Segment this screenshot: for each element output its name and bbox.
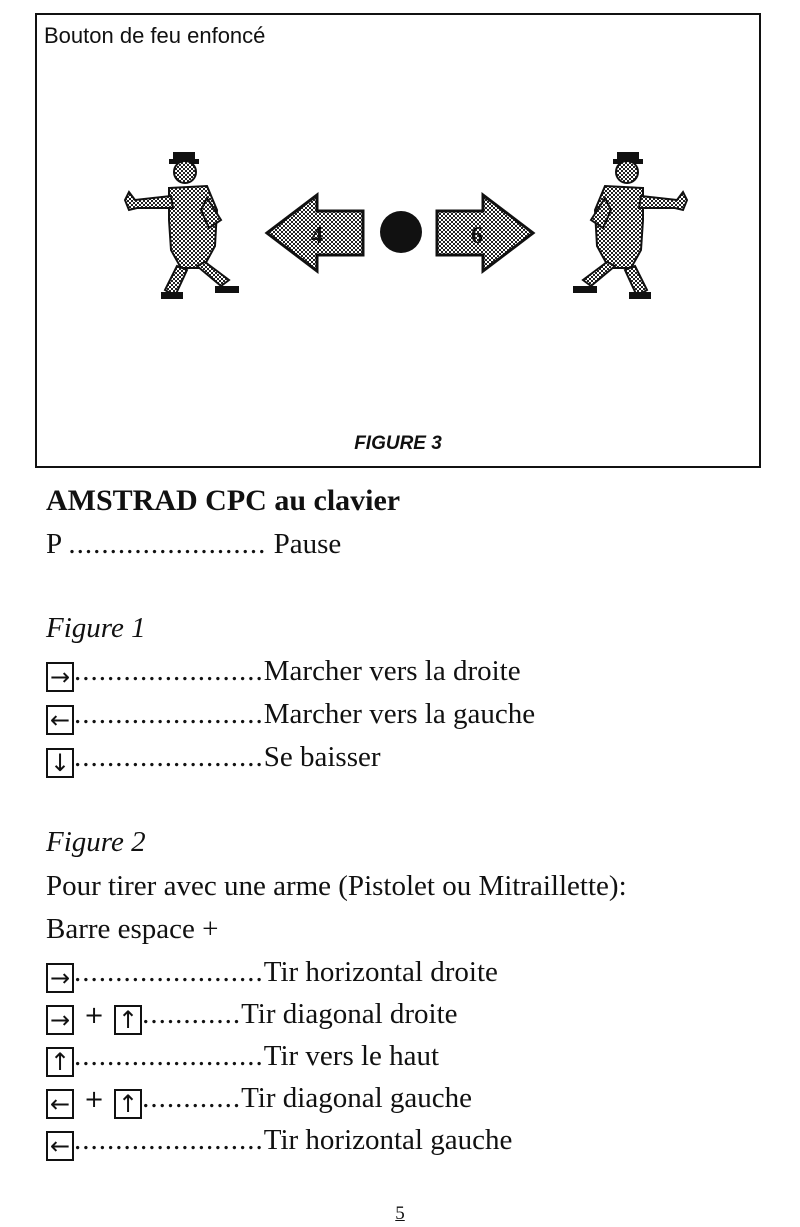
row-dots: ....................... <box>74 741 264 773</box>
left-arrow-label: 4 <box>311 223 323 249</box>
figure-2-row <box>46 1124 512 1161</box>
right-arrow-icon <box>437 195 533 271</box>
up-arrow-key-icon: ↑ <box>46 1047 74 1077</box>
figure-2-row <box>46 1040 439 1077</box>
fire-button-icon <box>380 211 422 253</box>
row-action: Tir vers le haut <box>263 1040 440 1072</box>
figure-3-illustration <box>37 15 759 466</box>
pause-line <box>46 528 341 561</box>
row-dots: ....................... <box>74 1040 264 1072</box>
figure-3-box <box>35 13 761 468</box>
figure-3-caption-top: Bouton de feu enfoncé <box>44 23 266 48</box>
pause-action: Pause <box>273 528 342 560</box>
section-heading: AMSTRAD CPC au clavier <box>46 484 401 517</box>
row-action: Marcher vers la droite <box>263 655 521 687</box>
row-dots: ....................... <box>74 698 264 730</box>
row-action: Tir diagonal droite <box>241 998 458 1030</box>
up-arrow-key-icon: ↑ <box>114 1005 142 1035</box>
pause-dots: ........................ <box>68 528 267 560</box>
pause-key: P <box>46 528 62 560</box>
space-bar-line: Barre espace + <box>46 913 219 945</box>
figure-2-title: Figure 2 <box>46 826 146 858</box>
row-action: Marcher vers la gauche <box>263 698 536 730</box>
row-dots: ....................... <box>74 655 264 687</box>
figure-2-row <box>46 998 458 1035</box>
figure-3-caption-bottom: FIGURE 3 <box>354 433 442 454</box>
left-arrow-icon <box>267 195 363 271</box>
row-action: Se baisser <box>263 741 381 773</box>
row-action: Tir diagonal gauche <box>241 1082 472 1114</box>
row-dots: ............ <box>142 998 242 1030</box>
plus-sign: + <box>84 1085 105 1113</box>
left-arrow-key-icon: ← <box>46 705 74 735</box>
left-arrow-key-icon: ← <box>46 1131 74 1161</box>
figure-2-intro: Pour tirer avec une arme (Pistolet ou Mitraillette): <box>46 870 627 902</box>
figure-1-row <box>46 655 521 692</box>
figure-2-row <box>46 1082 472 1119</box>
figure-2-row <box>46 956 498 993</box>
right-arrow-label: 6 <box>471 223 483 249</box>
up-arrow-key-icon: ↑ <box>114 1089 142 1119</box>
page-number: 5 <box>395 1203 405 1224</box>
right-arrow-key-icon: → <box>46 1005 74 1035</box>
row-action: Tir horizontal gauche <box>263 1124 513 1156</box>
row-dots: ............ <box>142 1082 242 1114</box>
right-arrow-key-icon: → <box>46 963 74 993</box>
right-character-icon <box>573 152 687 299</box>
figure-1-row <box>46 741 381 778</box>
left-arrow-key-icon: ← <box>46 1089 74 1119</box>
row-action: Tir horizontal droite <box>263 956 498 988</box>
figure-1-row <box>46 698 535 735</box>
right-arrow-key-icon: → <box>46 662 74 692</box>
plus-sign: + <box>84 1001 105 1029</box>
figure-1-title: Figure 1 <box>46 612 146 644</box>
left-character-icon <box>125 152 239 299</box>
row-dots: ....................... <box>74 1124 264 1156</box>
down-arrow-key-icon: ↓ <box>46 748 74 778</box>
row-dots: ....................... <box>74 956 264 988</box>
